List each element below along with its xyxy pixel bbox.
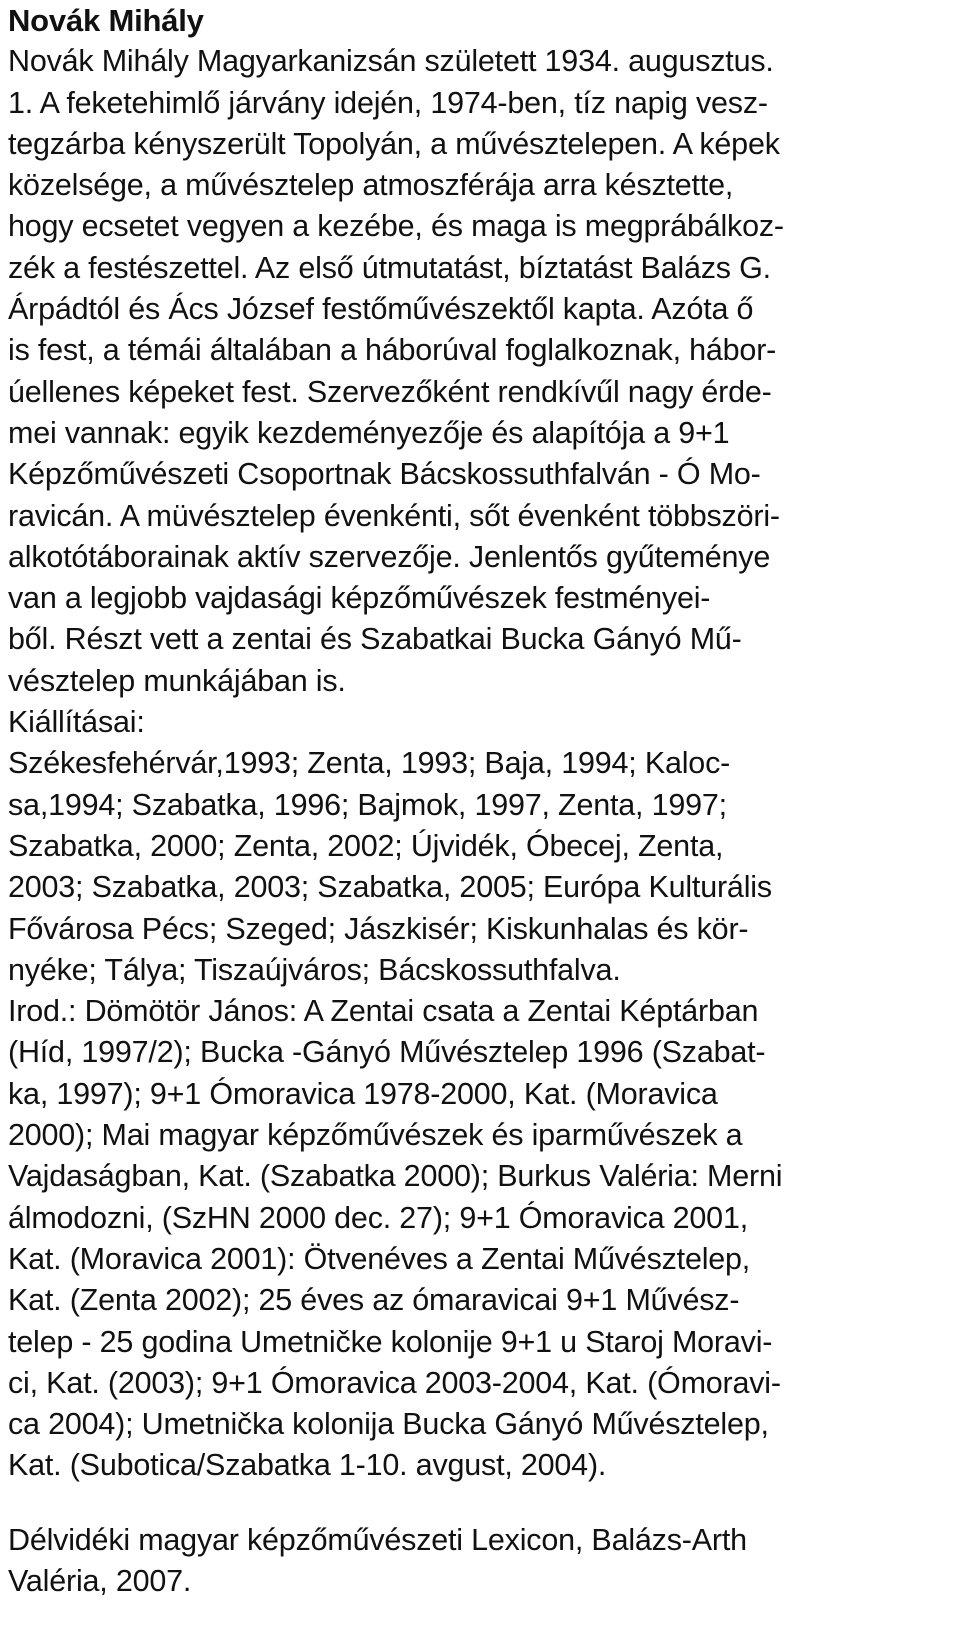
bio-line: úellenes képeket fest. Szervezőként rendkívűl nagy érde- xyxy=(8,374,772,409)
exhibitions-line: Fővárosa Pécs; Szeged; Jászkisér; Kiskunhalas és kör- xyxy=(8,911,749,946)
source-line: Délvidéki magyar képzőművészeti Lexicon, Balázs-Arth xyxy=(8,1522,747,1557)
literature-line: Vajdaságban, Kat. (Szabatka 2000); Burkus Valéria: Merni xyxy=(8,1159,783,1194)
bio-line: mei vannak: egyik kezdeményezője és alapítója a 9+1 xyxy=(8,415,730,450)
exhibitions-line: nyéke; Tálya; Tiszaújváros; Bácskossuthfalva. xyxy=(8,952,621,987)
spacer xyxy=(8,1487,953,1520)
literature-line: álmodozni, (SzHN 2000 dec. 27); 9+1 Ómoravica 2001, xyxy=(8,1200,748,1235)
bio-line: Novák Mihály Magyarkanizsán született 1934. augusztus. xyxy=(8,44,774,79)
bio-line: zék a festészettel. Az első útmutatást, bíztatást Balázs G. xyxy=(8,250,771,285)
exhibitions-line: Szabatka, 2000; Zenta, 2002; Újvidék, Óbecej, Zenta, xyxy=(8,828,724,863)
literature-line: ka, 1997); 9+1 Ómoravica 1978-2000, Kat. (Moravica xyxy=(8,1076,718,1111)
bio-line: ravicán. A müvésztelep évenkénti, sőt évenként többszöri- xyxy=(8,498,780,533)
exhibitions-line: sa,1994; Szabatka, 1996; Bajmok, 1997, Zenta, 1997; xyxy=(8,787,727,822)
bio-line: hogy ecsetet vegyen a kezébe, és maga is megprábálkoz- xyxy=(8,209,784,244)
literature-line: (Híd, 1997/2); Bucka -Gányó Művésztelep 1996 (Szabat- xyxy=(8,1035,766,1070)
exhibitions-heading: Kiállításai: xyxy=(8,705,145,740)
source-line: Valéria, 2007. xyxy=(8,1563,192,1598)
bio-line: alkotótáborainak aktív szervezője. Jenlentős gyűteménye xyxy=(8,539,771,574)
bio-line: vésztelep munkájában is. xyxy=(8,663,346,698)
biography xyxy=(8,41,953,702)
bio-line: Képzőművészeti Csoportnak Bácskossuthfalván - Ó Mo- xyxy=(8,457,761,492)
literature-line: 2000); Mai magyar képzőművészek és iparművészek a xyxy=(8,1118,743,1153)
literature-line: telep - 25 godina Umetničke kolonije 9+1 u Staroj Moravi- xyxy=(8,1324,773,1359)
bio-line: 1. A feketehimlő járvány idején, 1974-ben, tíz napig vesz- xyxy=(8,85,768,120)
source xyxy=(8,1520,953,1603)
literature-line: ca 2004); Umetnička kolonija Bucka Gányó Művésztelep, xyxy=(8,1407,769,1442)
exhibitions-line: Székesfehérvár,1993; Zenta, 1993; Baja, 1994; Kaloc- xyxy=(8,746,731,781)
literature-line: ci, Kat. (2003); 9+1 Ómoravica 2003-2004, Kat. (Ómoravi- xyxy=(8,1365,781,1400)
bio-line: is fest, a témái általában a háborúval foglalkoznak, hábor- xyxy=(8,333,777,368)
exhibitions xyxy=(8,702,953,991)
bio-line: Árpádtól és Ács József festőművészektől kapta. Azóta ő xyxy=(8,292,754,327)
bio-line: tegzárba kényszerült Topolyán, a művésztelepen. A képek xyxy=(8,126,780,161)
literature-line: Kat. (Zenta 2002); 25 éves az ómaravicai 9+1 Művész- xyxy=(8,1283,740,1318)
literature-line: Irod.: Dömötör János: A Zentai csata a Zentai Képtárban xyxy=(8,994,759,1029)
bio-line: ből. Részt vett a zentai és Szabatkai Bucka Gányó Mű- xyxy=(8,622,742,657)
entry-title: Novák Mihály xyxy=(8,3,204,38)
lexicon-entry xyxy=(8,0,953,1602)
bio-line: közelsége, a művésztelep atmoszférája arra késztette, xyxy=(8,168,734,203)
bio-line: van a legjobb vajdasági képzőművészek festményei- xyxy=(8,581,711,616)
literature xyxy=(8,991,953,1487)
exhibitions-line: 2003; Szabatka, 2003; Szabatka, 2005; Európa Kulturális xyxy=(8,870,772,905)
literature-line: Kat. (Moravica 2001): Ötvenéves a Zentai Művésztelep, xyxy=(8,1241,751,1276)
literature-line: Kat. (Subotica/Szabatka 1-10. avgust, 2004). xyxy=(8,1448,607,1483)
